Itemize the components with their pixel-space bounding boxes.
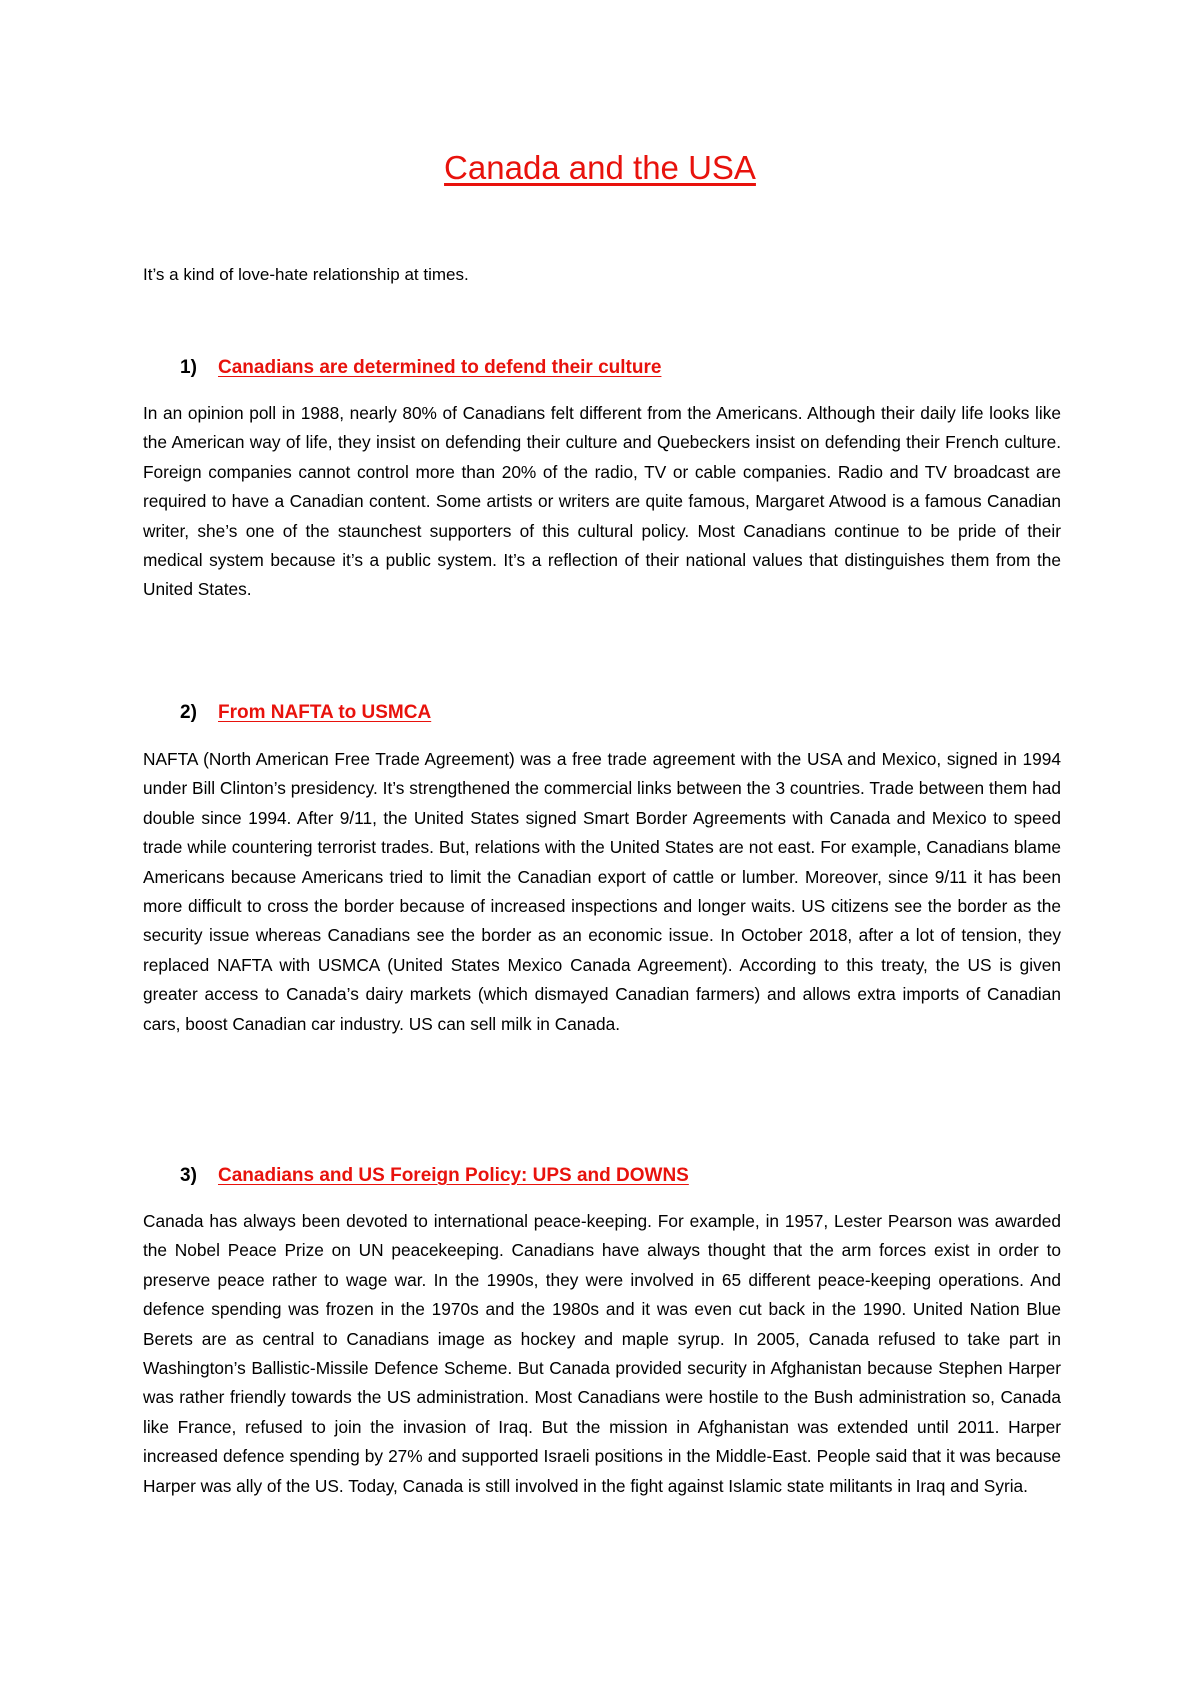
section-body-3: Canada has always been devoted to international peace-keeping. For example, in 1957, Lester Pearson was awarded the Nobel Peace Prize on UN peacekeeping. Canadians have always thought that the arm forces exist in order to preserve peace rather to wage war. In the 1990s, they were involved in 65 different peace-keeping operations. And defence spending was frozen in the 1970s and the 1980s and it was even cut back in the 1990. United Nation Blue Berets are as central to Canadians image as hockey and maple syrup. In 2005, Canada refused to take part in Washington’s Ballistic-Missile Defence Scheme. But Canada provided security in Afghanistan because Stephen Harper was rather friendly towards the US administration. Most Canadians were hostile to the Bush administration so, Canada like France, refused to join the invasion of Iraq. But the mission in Afghanistan was extended until 2011. Harper increased defence spending by 27% and supported Israeli positions in the Middle-East. People said that it was because Harper was ally of the US. Today, Canada is still involved in the fight against Islamic state militants in Iraq and Syria. [143, 1211, 1061, 1496]
section-body-1: In an opinion poll in 1988, nearly 80% of Canadians felt different from the Americans. Although their daily life looks like the American way of life, they insist on defending their culture and Quebeckers insist on defending their French culture. Foreign companies cannot control more than 20% of the radio, TV or cable companies. Radio and TV broadcast are required to have a Canadian content. Some artists or writers are quite famous, Margaret Atwood is a famous Canadian writer, she’s one of the staunchest supporters of this cultural policy. Most Canadians continue to be pride of their medical system because it’s a public system. It’s a reflection of their national values that distinguishes them from the United States. [143, 403, 1061, 600]
section-number-3: 3) [180, 1165, 197, 1186]
document-title: Canada and the USA [444, 149, 756, 186]
section-heading-1 [180, 355, 661, 381]
section-heading-2 [180, 700, 431, 726]
section-title-3: Canadians and US Foreign Policy: UPS and DOWNS [218, 1165, 689, 1186]
section-heading-3 [180, 1163, 689, 1189]
section-number-1: 1) [180, 357, 197, 378]
intro-text: It’s a kind of love-hate relationship at times. [143, 265, 469, 284]
section-title-1: Canadians are determined to defend their culture [218, 357, 662, 378]
section-title-2: From NAFTA to USMCA [218, 702, 432, 723]
section-body-2: NAFTA (North American Free Trade Agreement) was a free trade agreement with the USA and Mexico, signed in 1994 under Bill Clinton’s presidency. It’s strengthened the commercial links between the 3 countries. Trade between them had double since 1994. After 9/11, the United States signed Smart Border Agreements with Canada and Mexico to speed trade while countering terrorist trades. But, relations with the United States are not east. For example, Canadians blame Americans because Americans tried to limit the Canadian export of cattle or lumber. Moreover, since 9/11 it has been more difficult to cross the border because of increased inspections and longer waits. US citizens see the border as the security issue whereas Canadians see the border as an economic issue. In October 2018, after a lot of tension, they replaced NAFTA with USMCA (United States Mexico Canada Agreement). According to this treaty, the US is given greater access to Canada’s dairy markets (which dismayed Canadian farmers) and allows extra imports of Canadian cars, boost Canadian car industry. US can sell milk in Canada. [143, 749, 1061, 1034]
section-number-2: 2) [180, 702, 197, 723]
